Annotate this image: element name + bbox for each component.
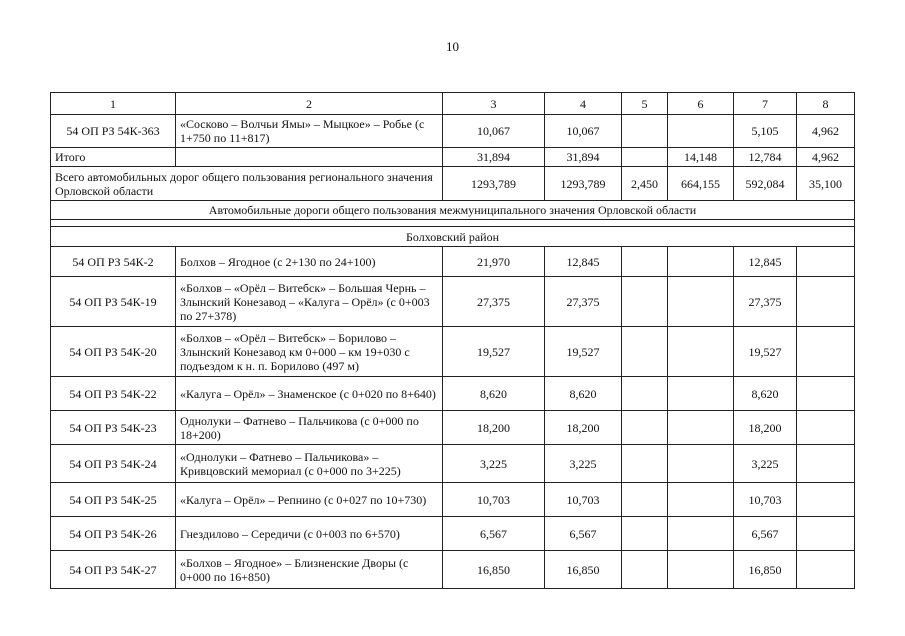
section-title: Автомобильные дороги общего пользования межмуниципального значения Орловской области xyxy=(51,201,855,220)
column-number: 3 xyxy=(443,93,545,115)
table-row xyxy=(51,115,855,148)
cell-col6 xyxy=(668,551,734,589)
cell-col6 xyxy=(668,247,734,277)
column-number-row xyxy=(51,93,855,115)
road-name: «Калуга – Орёл» – Репнино (с 0+027 по 10+730) xyxy=(176,483,443,517)
itogo-row xyxy=(51,148,855,167)
cell-col3: 27,375 xyxy=(443,277,545,327)
cell-col6 xyxy=(668,115,734,148)
table-row xyxy=(51,377,855,411)
cell-col6 xyxy=(668,377,734,411)
table-row xyxy=(51,517,855,551)
road-code: 54 ОП РЗ 54К-26 xyxy=(51,517,176,551)
cell-col8 xyxy=(797,377,855,411)
road-name: «Болхов – «Орёл – Витебск» – Борилово – Злынский Конезавод км 0+000 – км 19+030 с подъездом к н. п. Борилово (497 м) xyxy=(176,327,443,377)
cell-col3: 8,620 xyxy=(443,377,545,411)
road-name: «Болхов – «Орёл – Витебск» – Большая Чернь – Злынский Конезавод – «Калуга – Орёл» (с 0+003 по 27+378) xyxy=(176,277,443,327)
cell-col4: 8,620 xyxy=(545,377,622,411)
road-name: «Калуга – Орёл» – Знаменское (с 0+020 по 8+640) xyxy=(176,377,443,411)
road-name: Болхов – Ягодное (с 2+130 по 24+100) xyxy=(176,247,443,277)
column-number: 2 xyxy=(176,93,443,115)
cell-col5 xyxy=(622,411,668,445)
cell-col4: 3,225 xyxy=(545,445,622,483)
road-code: 54 ОП РЗ 54К-19 xyxy=(51,277,176,327)
road-code: 54 ОП РЗ 54К-27 xyxy=(51,551,176,589)
spacer-row xyxy=(51,220,855,227)
cell-col8 xyxy=(797,551,855,589)
spacer-cell xyxy=(51,220,855,227)
cell-col6 xyxy=(668,517,734,551)
cell-col3: 16,850 xyxy=(443,551,545,589)
cell-col8: 35,100 xyxy=(797,167,855,201)
cell-col5 xyxy=(622,148,668,167)
road-name: «Болхов – Ягодное» – Близненские Дворы (с 0+000 по 16+850) xyxy=(176,551,443,589)
cell-col8 xyxy=(797,327,855,377)
cell-col3: 3,225 xyxy=(443,445,545,483)
column-number: 8 xyxy=(797,93,855,115)
cell-col7: 12,784 xyxy=(734,148,797,167)
cell-col6 xyxy=(668,483,734,517)
cell-col7: 3,225 xyxy=(734,445,797,483)
cell-col4: 10,067 xyxy=(545,115,622,148)
cell-col4: 18,200 xyxy=(545,411,622,445)
cell-col7: 19,527 xyxy=(734,327,797,377)
cell-col8: 4,962 xyxy=(797,148,855,167)
table-row xyxy=(51,247,855,277)
column-number: 1 xyxy=(51,93,176,115)
cell-col5 xyxy=(622,247,668,277)
roads-table xyxy=(50,92,855,589)
table-row xyxy=(51,445,855,483)
table-row xyxy=(51,411,855,445)
cell-col7: 16,850 xyxy=(734,551,797,589)
column-number: 7 xyxy=(734,93,797,115)
table-row xyxy=(51,551,855,589)
cell-col6 xyxy=(668,411,734,445)
road-code: 54 ОП РЗ 54К-24 xyxy=(51,445,176,483)
road-name: Однолуки – Фатнево – Пальчикова (с 0+000 по 18+200) xyxy=(176,411,443,445)
cell-col5 xyxy=(622,115,668,148)
cell-col7: 12,845 xyxy=(734,247,797,277)
cell-col5: 2,450 xyxy=(622,167,668,201)
road-code: 54 ОП РЗ 54К-20 xyxy=(51,327,176,377)
cell-col7: 592,084 xyxy=(734,167,797,201)
cell-col5 xyxy=(622,445,668,483)
cell-col6 xyxy=(668,327,734,377)
cell-col5 xyxy=(622,551,668,589)
cell-col6: 14,148 xyxy=(668,148,734,167)
column-number: 5 xyxy=(622,93,668,115)
cell-col6 xyxy=(668,445,734,483)
cell-col3: 1293,789 xyxy=(443,167,545,201)
cell-col5 xyxy=(622,517,668,551)
page-number: 10 xyxy=(446,39,459,54)
road-code: 54 ОП РЗ 54К-2 xyxy=(51,247,176,277)
itogo-label: Итого xyxy=(51,148,176,167)
cell-col4: 1293,789 xyxy=(545,167,622,201)
cell-col5 xyxy=(622,483,668,517)
cell-col8 xyxy=(797,411,855,445)
cell-col8 xyxy=(797,247,855,277)
table-row xyxy=(51,277,855,327)
cell-col3: 6,567 xyxy=(443,517,545,551)
cell-col8 xyxy=(797,483,855,517)
cell-col7: 6,567 xyxy=(734,517,797,551)
cell-col7: 18,200 xyxy=(734,411,797,445)
cell-col3: 10,067 xyxy=(443,115,545,148)
district-title: Болховский район xyxy=(51,227,855,247)
total-label: Всего автомобильных дорог общего пользования регионального значения Орловской области xyxy=(51,167,443,201)
table-row xyxy=(51,483,855,517)
cell-col4: 10,703 xyxy=(545,483,622,517)
cell-col5 xyxy=(622,277,668,327)
road-name: «Однолуки – Фатнево – Пальчикова» – Кривцовский мемориал (с 0+000 по 3+225) xyxy=(176,445,443,483)
road-name: Гнездилово – Середичи (с 0+003 по 6+570) xyxy=(176,517,443,551)
cell-col4: 19,527 xyxy=(545,327,622,377)
table-row xyxy=(51,327,855,377)
cell-col4: 6,567 xyxy=(545,517,622,551)
cell-col4: 27,375 xyxy=(545,277,622,327)
cell-col6 xyxy=(668,277,734,327)
road-code: 54 ОП РЗ 54К-23 xyxy=(51,411,176,445)
cell-col8 xyxy=(797,517,855,551)
cell-col7: 5,105 xyxy=(734,115,797,148)
cell-col5 xyxy=(622,327,668,377)
road-name: «Сосково – Волчьи Ямы» – Мыцкое» – Робье (с 1+750 по 11+817) xyxy=(176,115,443,148)
cell-col3: 18,200 xyxy=(443,411,545,445)
cell-col7: 27,375 xyxy=(734,277,797,327)
column-number: 4 xyxy=(545,93,622,115)
cell-col4: 12,845 xyxy=(545,247,622,277)
section-title-row xyxy=(51,201,855,220)
cell-col3: 31,894 xyxy=(443,148,545,167)
column-number: 6 xyxy=(668,93,734,115)
cell-col3: 21,970 xyxy=(443,247,545,277)
empty-cell xyxy=(176,148,443,167)
cell-col7: 8,620 xyxy=(734,377,797,411)
cell-col8 xyxy=(797,445,855,483)
cell-col6: 664,155 xyxy=(668,167,734,201)
cell-col4: 16,850 xyxy=(545,551,622,589)
cell-col8: 4,962 xyxy=(797,115,855,148)
road-code: 54 ОП РЗ 54К-363 xyxy=(51,115,176,148)
cell-col7: 10,703 xyxy=(734,483,797,517)
road-code: 54 ОП РЗ 54К-22 xyxy=(51,377,176,411)
total-row xyxy=(51,167,855,201)
district-row xyxy=(51,227,855,247)
road-code: 54 ОП РЗ 54К-25 xyxy=(51,483,176,517)
cell-col5 xyxy=(622,377,668,411)
cell-col3: 10,703 xyxy=(443,483,545,517)
cell-col8 xyxy=(797,277,855,327)
cell-col4: 31,894 xyxy=(545,148,622,167)
cell-col3: 19,527 xyxy=(443,327,545,377)
